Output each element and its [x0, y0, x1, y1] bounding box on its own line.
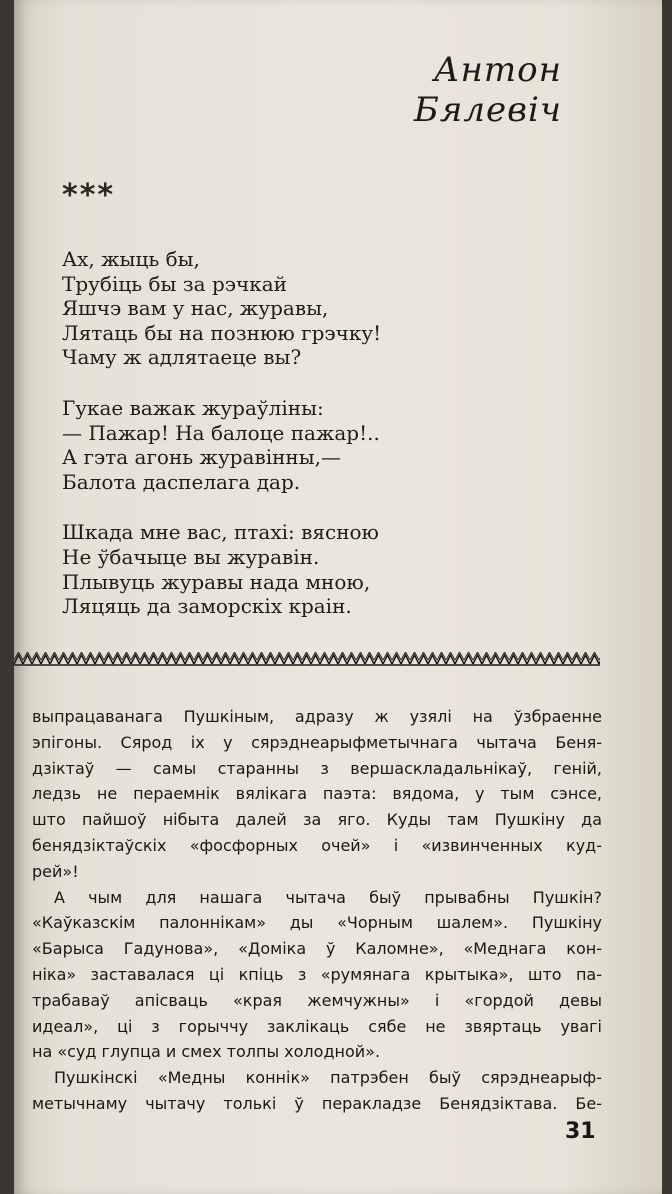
text-line: рей»!	[32, 861, 79, 881]
text-line: «Барыса Гадунова», «Доміка ў Каломне», «Меднага кон-	[32, 939, 602, 959]
text-line: ніка» заставалася ці кпіць з «румянага крытыка», што па-	[32, 964, 602, 984]
author-last-name: Бялевіч	[413, 90, 562, 130]
poem	[62, 247, 381, 645]
poem-line: Трубіць бы за рэчкай	[62, 271, 287, 296]
paragraph	[32, 704, 602, 885]
text-line: бенядзіктаўскіх «фосфорных очей» і «извинченных куд-	[32, 835, 602, 855]
poem-line: Чаму ж адлятаеце вы?	[62, 345, 302, 370]
poem-line: Ах, жыць бы,	[62, 247, 200, 271]
text-line: дзіктаў — самы старанны з вершаскладальнікаў, геній,	[32, 758, 602, 778]
text-line: «Каўказскім палоннікам» ды «Чорным шалем». Пушкіну	[32, 913, 602, 933]
text-line: идеал», ці з горыччу заклікаць сябе не звяртаць увагі	[32, 1016, 602, 1036]
poem-line: Ляцяць да заморскіх краін.	[62, 594, 352, 619]
text-line: ледзь не пераемнік вялікага паэта: вядома, у тым сэнсе,	[32, 784, 602, 804]
poem-separator: ***	[62, 178, 116, 213]
poem-line: Яшчэ вам у нас, журавы,	[62, 296, 329, 321]
poem-line: Шкада мне вас, птахі: вясною	[62, 520, 379, 545]
poem-stanza	[62, 247, 381, 370]
author-name	[414, 50, 562, 130]
book-page	[14, 0, 662, 1194]
paragraph	[32, 885, 602, 1066]
prose-text	[32, 704, 602, 1117]
poem-stanza	[62, 520, 381, 618]
poem-line: Балота даспелага дар.	[62, 469, 301, 494]
poem-line: — Пажар! На балоце пажар!..	[62, 420, 380, 445]
poem-line: Не ўбачыце вы журавін.	[62, 544, 320, 569]
text-line: Пушкінскі «Медны коннік» патрэбен быў сярэднеарыф-	[54, 1068, 602, 1088]
text-line: эпігоны. Сярод іх у сярэднеарыфметычнага чытача Беня-	[32, 732, 602, 752]
text-line: метычнаму чытачу толькі ў перакладзе Бенядзіктава. Бе-	[32, 1093, 602, 1113]
text-line: што пайшоў нібыта далей за яго. Куды там Пушкіну да	[32, 810, 602, 830]
paragraph	[32, 1065, 602, 1117]
poem-line: Плывуць журавы нада мною,	[62, 569, 371, 594]
page-number: 31	[565, 1119, 596, 1144]
text-line: выпрацаванага Пушкіным, адразу ж узялі на ўзбраенне	[32, 707, 602, 726]
text-line: А чым для нашага чытача быў прывабны Пушкін?	[54, 887, 602, 907]
text-line: трабаваў апісваць «края жемчужны» і «гордой девы	[32, 990, 602, 1010]
text-line: на «суд глупца и смех толпы холодной».	[32, 1042, 381, 1062]
poem-line: Лятаць бы на познюю грэчку!	[62, 320, 382, 345]
poem-stanza	[62, 396, 381, 494]
poem-line: Гукае важак жураўліны:	[62, 395, 324, 420]
author-first-name: Антон	[433, 50, 562, 90]
ornamental-divider	[14, 652, 662, 666]
poem-line: А гэта агонь журавінны,—	[62, 445, 342, 470]
